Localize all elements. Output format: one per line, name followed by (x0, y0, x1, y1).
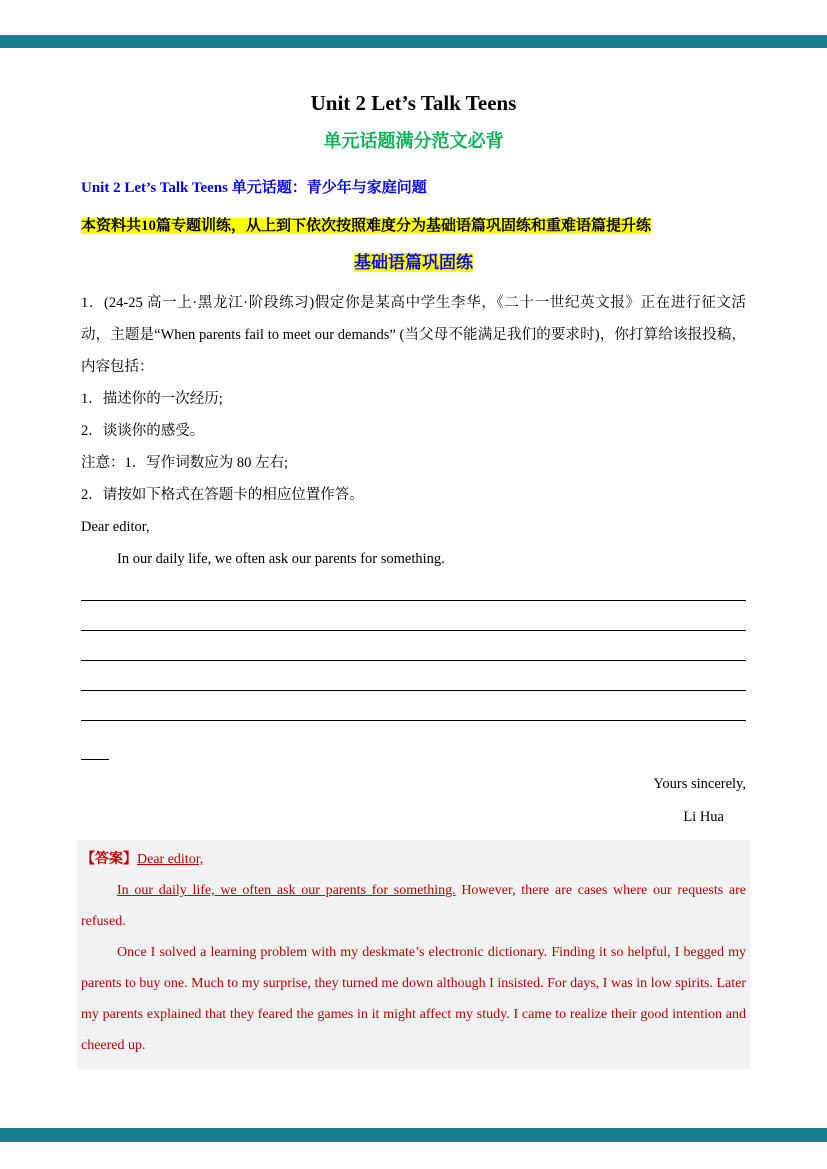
writing-line (81, 691, 746, 721)
answer-para1-rest: However, there are cases where our requests are refused. (81, 883, 746, 929)
unit-topic-heading: Unit 2 Let’s Talk Teens 单元话题：青少年与家庭问题 (81, 180, 427, 196)
exercise-point-1: 1．描述你的一次经历; (81, 391, 223, 407)
document-subtitle: 单元话题满分范文必背 (323, 131, 504, 151)
answer-salutation-line (81, 844, 746, 875)
material-notice-line (81, 216, 746, 236)
answer-paragraph-2: Once I solved a learning problem with my deskmate’s electronic dictionary. Finding it so helpful, I begged my parents to buy one. Much to my surprise, they turned me down although I insisted. For days, I was in low spirits. Later my parents explained that they feared the games in it might affect my study. I came to realize their good intention and cheered up. (81, 945, 746, 1053)
writing-lines (81, 575, 746, 760)
bottom-accent-bar (0, 1128, 827, 1142)
letter-opening: In our daily life, we often ask our parents for something. (117, 551, 445, 567)
writing-line (81, 661, 746, 691)
letter-signature: Li Hua (683, 809, 724, 825)
answer-salutation: Dear editor, (137, 852, 204, 867)
answer-paragraph-1 (81, 875, 746, 937)
exercise-point-2: 2．谈谈你的感受。 (81, 423, 205, 439)
exercise-note-1: 注意：1．写作词数应为 80 左右; (81, 455, 289, 471)
document-title: Unit 2 Let’s Talk Teens (310, 91, 517, 115)
answer-para1-underlined: In our daily life, we often ask our parents for something. (117, 883, 456, 898)
letter-salutation: Dear editor, (81, 519, 150, 535)
answer-block (77, 840, 750, 1069)
writing-line-short (81, 721, 109, 760)
writing-line (81, 601, 746, 631)
exercise-prompt: 1．(24-25 高一上·黑龙江·阶段练习)假定你是某高中学生李华，《二十一世纪英文报》正在进行征文活动，主题是“When parents fail to meet our demands” (当父母不能满足我们的要求时)，你打算给该报投稿，内容包括： (81, 295, 746, 375)
document-content (81, 48, 746, 1069)
writing-line (81, 631, 746, 661)
section-heading-text: 基础语篇巩固练 (354, 253, 473, 272)
top-accent-bar (0, 35, 827, 48)
writing-line (81, 575, 746, 601)
letter-closing: Yours sincerely, (653, 776, 746, 792)
exercise-note-2: 2．请按如下格式在答题卡的相应位置作答。 (81, 487, 364, 503)
section-heading-line (81, 252, 746, 274)
material-notice-text: 本资料共10篇专题训练，从上到下依次按照难度分为基础语篇巩固练和重难语篇提升练 (81, 218, 652, 234)
answer-label: 【答案】 (81, 852, 137, 867)
